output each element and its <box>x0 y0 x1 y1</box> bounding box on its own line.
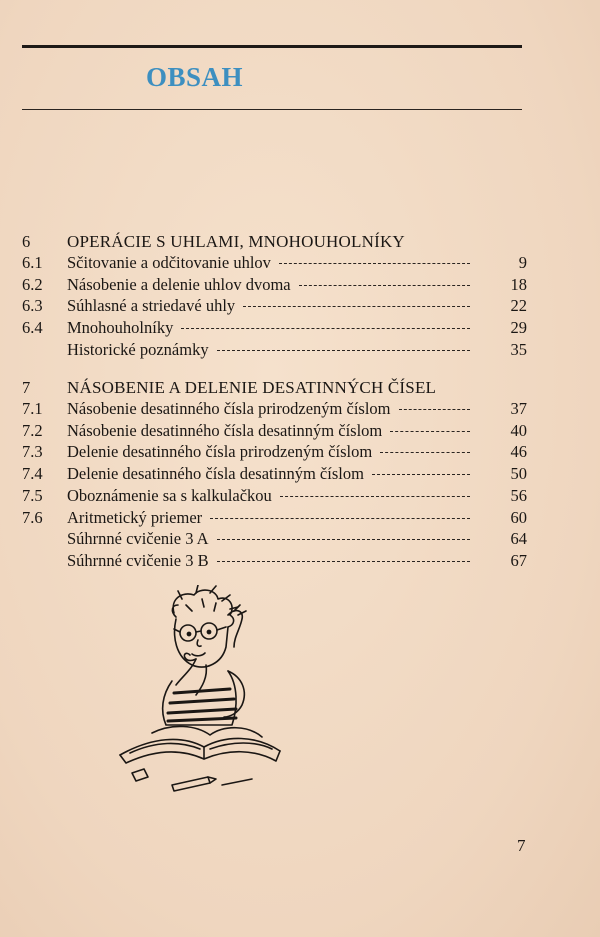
section-page-number: 40 <box>510 420 527 440</box>
toc-entry <box>0 398 600 419</box>
section-page-number: 64 <box>510 529 527 549</box>
section-title: Delenie desatinného čísla desatinným číslom <box>67 464 364 484</box>
section-page-number: 9 <box>518 253 527 272</box>
section-title: Súhlasné a striedavé uhly <box>67 296 236 316</box>
chapter-title: NÁSOBENIE A DELENIE DESATINNÝCH ČÍSEL <box>67 378 437 397</box>
dot-leader <box>243 306 470 307</box>
toc-entry <box>0 463 600 484</box>
section-title: Delenie desatinného čísla prirodzeným číslom <box>67 442 373 462</box>
section-page-number: 50 <box>510 464 527 484</box>
chapter-title: OPERÁCIE S UHLAMI, MNOHOUHOLNÍKY <box>67 232 405 251</box>
page-heading: OBSAH <box>146 62 244 92</box>
section-page-number: 67 <box>510 550 527 570</box>
section-title: Sčitovanie a odčitovanie uhlov <box>67 253 271 272</box>
heading-underline <box>22 109 522 110</box>
section-number: 6.1 <box>22 253 43 272</box>
section-number: 6.4 <box>22 318 43 338</box>
dot-leader <box>181 328 470 329</box>
dot-leader <box>399 409 471 410</box>
chapter-number: 7 <box>22 378 31 397</box>
toc-entry <box>0 295 600 316</box>
section-title: Historické poznámky <box>67 339 209 359</box>
section-title: Násobenie desatinného čísla desatinným číslom <box>67 420 383 440</box>
dot-leader <box>217 350 470 351</box>
section-number: 7.5 <box>22 485 43 505</box>
dot-leader <box>210 518 470 519</box>
dot-leader <box>280 496 470 497</box>
section-page-number: 46 <box>510 442 527 462</box>
dot-leader <box>380 452 470 453</box>
section-number: 6.3 <box>22 296 43 316</box>
dot-leader <box>372 474 470 475</box>
page-number: 7 <box>517 836 526 855</box>
thinking-student-illustration-icon <box>112 585 282 805</box>
section-title: Súhrnné cvičenie 3 A <box>67 529 209 549</box>
toc-chapter-heading <box>0 377 600 398</box>
toc-entry <box>0 420 600 441</box>
toc-entry <box>0 339 600 360</box>
toc-entry <box>0 441 600 462</box>
dot-leader <box>217 561 470 562</box>
section-number: 7.2 <box>22 420 43 440</box>
section-title: Násobenie a delenie uhlov dvoma <box>67 274 291 294</box>
dot-leader <box>279 263 470 264</box>
toc-entry <box>0 550 600 571</box>
section-page-number: 37 <box>510 399 527 418</box>
toc-entry <box>0 507 600 528</box>
section-page-number: 29 <box>510 318 527 338</box>
section-title: Aritmetický priemer <box>67 507 203 527</box>
section-page-number: 22 <box>510 296 527 316</box>
dot-leader <box>390 431 470 432</box>
section-number: 7.6 <box>22 507 43 527</box>
toc-entry <box>0 485 600 506</box>
section-page-number: 35 <box>510 339 527 359</box>
dot-leader <box>299 285 470 286</box>
chapter-number: 6 <box>22 232 31 251</box>
section-title: Súhrnné cvičenie 3 B <box>67 550 209 570</box>
section-number: 6.2 <box>22 274 43 294</box>
section-number: 7.1 <box>22 399 43 418</box>
toc-entry <box>0 252 600 273</box>
section-number: 7.4 <box>22 464 43 484</box>
dot-leader <box>217 539 470 540</box>
section-number: 7.3 <box>22 442 43 462</box>
toc-chapter-heading <box>0 231 600 252</box>
toc-entry <box>0 317 600 338</box>
toc-entry <box>0 274 600 295</box>
section-page-number: 60 <box>510 507 527 527</box>
section-title: Oboznámenie sa s kalkulačkou <box>67 485 272 505</box>
toc-entry <box>0 528 600 549</box>
section-title: Násobenie desatinného čísla prirodzeným číslom <box>67 399 391 418</box>
section-title: Mnohouholníky <box>67 318 174 338</box>
section-page-number: 56 <box>510 485 527 505</box>
top-rule <box>22 45 522 48</box>
section-page-number: 18 <box>510 274 527 294</box>
